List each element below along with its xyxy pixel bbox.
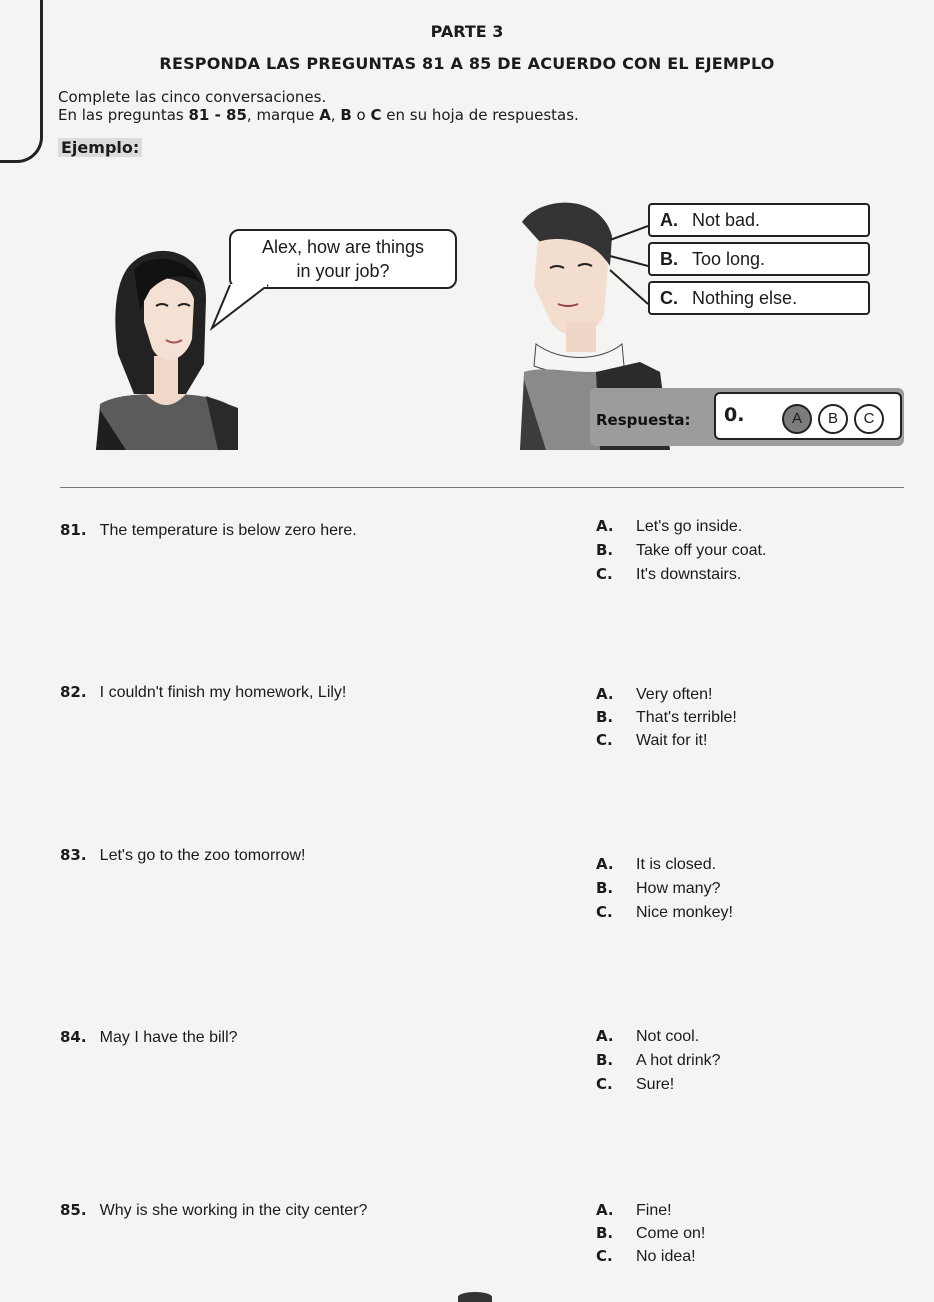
question-83 [60, 845, 306, 865]
instruction-line-1: Complete las cinco conversaciones. [58, 88, 327, 106]
option-pointer-lines [608, 210, 652, 320]
question-text: Why is she working in the city center? [99, 1202, 368, 1219]
question-82 [60, 682, 346, 702]
option-a: A. It is closed. [596, 855, 717, 873]
divider [60, 487, 904, 488]
speech-bubble-tail [208, 284, 278, 332]
question-83-options [596, 852, 733, 924]
option-a: A. Let's go inside. [596, 517, 743, 535]
question-82-options [596, 683, 737, 752]
answer-bubble-b: B [818, 404, 848, 434]
answer-number: 0. [724, 404, 745, 426]
option-b: B. Come on! [596, 1224, 706, 1242]
speech-line-2: in your job? [296, 261, 390, 281]
option-b: B. Take off your coat. [596, 541, 767, 559]
question-number: 85. [60, 1201, 87, 1219]
question-text: I couldn't finish my homework, Lily! [99, 684, 347, 701]
speech-line-1: Alex, how are things [261, 237, 425, 257]
example-option-a: A. Not bad. [648, 203, 870, 237]
option-a: A. Not cool. [596, 1027, 700, 1045]
example-option-b: B. Too long. [648, 242, 870, 276]
question-number: 83. [60, 846, 87, 864]
option-c: C. It's downstairs. [596, 565, 742, 583]
question-85-options [596, 1199, 705, 1268]
question-84-options [596, 1024, 721, 1096]
section-heading: RESPONDA LAS PREGUNTAS 81 A 85 DE ACUERDO CON EL EJEMPLO [159, 54, 775, 73]
option-c: C. Wait for it! [596, 731, 708, 749]
answer-bubble-c: C [854, 404, 884, 434]
woman-illustration [86, 244, 246, 450]
question-84 [60, 1027, 238, 1047]
option-a: A. Very often! [596, 685, 713, 703]
question-number: 82. [60, 683, 87, 701]
instruction-line-2: En las preguntas 81 - 85, marque A, B o C en su hoja de respuestas. [58, 106, 579, 124]
scan-mark [458, 1292, 492, 1302]
question-text: The temperature is below zero here. [99, 522, 357, 539]
option-c: C. Nice monkey! [596, 903, 733, 921]
speech-bubble [229, 229, 457, 289]
answer-label: Respuesta: [596, 411, 691, 429]
question-81 [60, 520, 357, 540]
option-a: A. Fine! [596, 1201, 672, 1219]
option-c: C. Sure! [596, 1075, 675, 1093]
option-b: B. That's terrible! [596, 708, 737, 726]
option-c: C. No idea! [596, 1247, 696, 1265]
answer-bubble-a: A [782, 404, 812, 434]
part-title: PARTE 3 [430, 22, 504, 41]
question-number: 81. [60, 521, 87, 539]
question-85 [60, 1200, 367, 1220]
example-option-c: C. Nothing else. [648, 281, 870, 315]
option-b: B. A hot drink? [596, 1051, 721, 1069]
question-text: May I have the bill? [99, 1029, 238, 1046]
question-81-options [596, 514, 766, 586]
question-number: 84. [60, 1028, 87, 1046]
example-label: Ejemplo: [58, 138, 142, 157]
question-text: Let's go to the zoo tomorrow! [99, 847, 306, 864]
option-b: B. How many? [596, 879, 721, 897]
